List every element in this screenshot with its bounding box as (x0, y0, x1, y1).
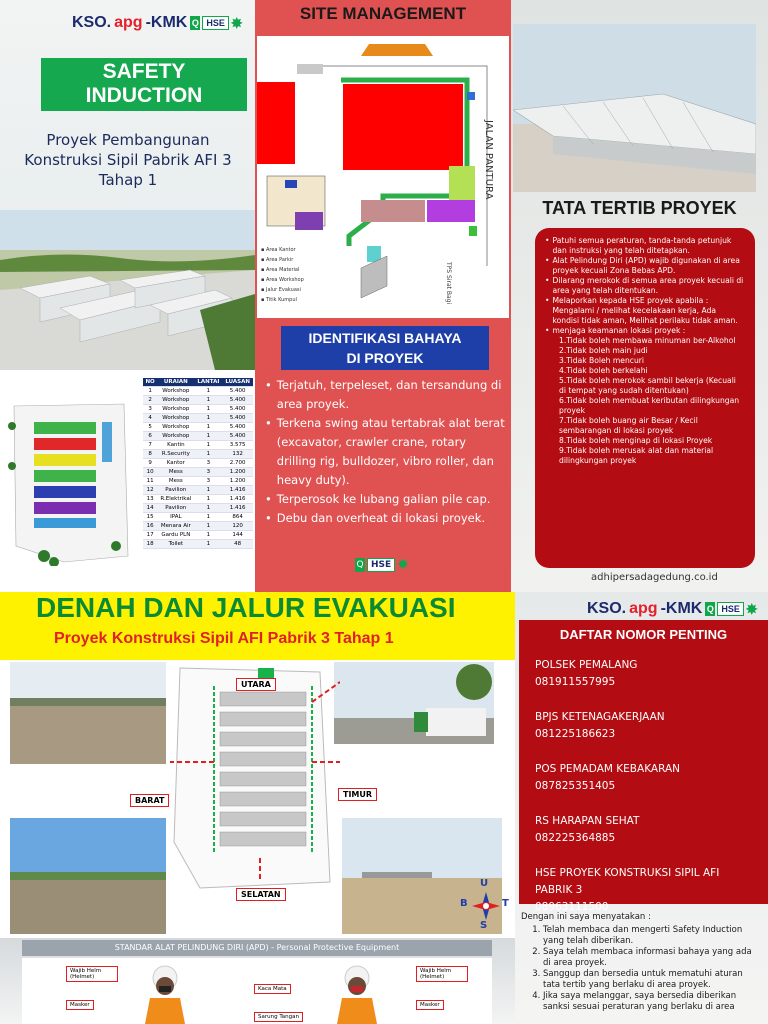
table-cell: 6 (143, 432, 157, 441)
table-cell: 1 (195, 441, 223, 450)
compass (458, 878, 514, 934)
hazard-item: • Terjatuh, terpeleset, dan tersandung di area proyek. (265, 378, 502, 411)
label-south: SELATAN (236, 888, 286, 901)
statement-item: 3. Sanggup dan bersedia untuk mematuhi aturan tata tertib yang berlaku di area proyek. (543, 969, 753, 991)
compass-b: B (460, 898, 468, 909)
rule-sub: 8.Tidak boleh menginap di lokasi Proyek (559, 436, 713, 445)
table-cell: 2 (143, 396, 157, 405)
rule-item: • Alat Pelindung Diri (APD) wajib digunakan di area proyek kecuali Zona Bebas APD. (545, 256, 740, 275)
table-cell: 1 (195, 450, 223, 459)
table-row (143, 513, 253, 522)
table-cell: 8 (143, 450, 157, 459)
table-cell: 1 (143, 387, 157, 396)
table-row (143, 504, 253, 513)
table-cell: R.Security (157, 450, 194, 459)
apd-label-mask-right: Masker (416, 1000, 444, 1010)
rule-sub: 3.Tidak Boleh mencuri (559, 356, 645, 365)
contacts-title: DAFTAR NOMOR PENTING (559, 627, 728, 642)
table-row (143, 450, 253, 459)
svg-text:▪ Area Parkir: ▪ Area Parkir (261, 257, 294, 263)
svg-text:▪ Area Material: ▪ Area Material (261, 267, 300, 273)
table-cell: 1.200 (222, 468, 253, 477)
table-cell: 15 (143, 513, 157, 522)
table-cell: 1.416 (222, 486, 253, 495)
table-cell: 1 (195, 396, 223, 405)
contacts-panel (515, 592, 768, 1024)
site-plan (257, 36, 509, 318)
induction-subtitle: Proyek Pembangunan Konstruksi Sipil Pabrik AFI 3 Tahap 1 (24, 131, 232, 189)
table-cell: 1 (195, 504, 223, 513)
table-cell: 1.416 (222, 495, 253, 504)
hazard-list (265, 376, 505, 528)
table-cell: 1 (195, 405, 223, 414)
table-cell: 5.400 (222, 432, 253, 441)
rule-item: • menjaga keamanan lokasi proyek : (545, 326, 686, 335)
table-row (143, 414, 253, 423)
evac-title: DENAH DAN JALUR EVAKUASI (36, 592, 456, 623)
table-cell: Kantor (157, 459, 194, 468)
table-cell: 3.575 (222, 441, 253, 450)
svg-text:▪ Area Kantor: ▪ Area Kantor (261, 247, 296, 253)
table-cell: 864 (222, 513, 253, 522)
factory-render (0, 210, 255, 370)
contact-number[interactable]: 081225186623 (535, 728, 616, 740)
table-row (143, 405, 253, 414)
table-cell: Workshop (157, 423, 194, 432)
table-cell: 1 (195, 513, 223, 522)
hazard-item: • Terkena swing atau tertabrak alat berat (excavator, crawler crane, rotary drilling rig, bulldozer, vibro roller, dan heavy duty). (265, 416, 505, 487)
table-row (143, 522, 253, 531)
table-cell: 10 (143, 468, 157, 477)
rule-subitems (545, 336, 745, 466)
hazard-hse-badge: Q HSE ✸ (356, 557, 409, 573)
table-cell: Workshop (157, 405, 194, 414)
table-row (143, 468, 253, 477)
table-cell: Kantin (157, 441, 194, 450)
plan-table-panel (0, 370, 255, 592)
compass-s: S (480, 920, 488, 931)
compass-t: T (502, 898, 509, 909)
table-cell: 16 (143, 522, 157, 531)
table-cell: 12 (143, 486, 157, 495)
table-cell: Menara Air (157, 522, 194, 531)
table-cell: 132 (222, 450, 253, 459)
compass-u: U (480, 878, 489, 889)
table-row (143, 540, 253, 549)
evac-panel (0, 592, 515, 938)
table-cell: 5.400 (222, 414, 253, 423)
compass-rose-icon (472, 892, 500, 920)
logo-apg: apg (629, 600, 658, 617)
table-cell: Mess (157, 468, 194, 477)
table-cell: 1 (195, 495, 223, 504)
contact-number[interactable]: 087825351405 (535, 780, 616, 792)
table-cell: 48 (222, 540, 253, 549)
contact-item: HSE PROYEK KONSTRUKSI SIPIL AFI PABRIK 3 08963111500 (535, 865, 752, 916)
svg-text:▪ Jalur Evakuasi: ▪ Jalur Evakuasi (261, 287, 301, 293)
table-row (143, 432, 253, 441)
table-cell: 3 (195, 459, 223, 468)
logo-kmk: -KMK (145, 14, 188, 31)
table-cell: 13 (143, 495, 157, 504)
hazard-item: • Terperosok ke lubang galian pile cap. (265, 492, 491, 506)
table-cell: 1 (195, 531, 223, 540)
table-row (143, 423, 253, 432)
hse-badge: Q HSE ✸ (706, 601, 758, 617)
table-row (143, 459, 253, 468)
table-cell: 5.400 (222, 387, 253, 396)
apd-label-helmet-left: Wajib Helm (Helmet) (66, 966, 118, 982)
website: adhipersadagedung.co.id (591, 572, 718, 583)
hazard-title: IDENTIFIKASI BAHAYA DI PROYEK (281, 326, 489, 370)
table-cell: 5.400 (222, 405, 253, 414)
table-cell: 1 (195, 414, 223, 423)
apd-label-mask-left: Masker (66, 1000, 94, 1010)
table-row (143, 495, 253, 504)
table-cell: 1 (195, 522, 223, 531)
contact-item: BPJS KETENAGAKERJAAN 081225186623 (535, 709, 752, 743)
th-lantai: LANTAI (195, 378, 223, 387)
table-row (143, 396, 253, 405)
table-cell: Workshop (157, 396, 194, 405)
table-row (143, 531, 253, 540)
table-cell: 1 (195, 540, 223, 549)
label-west: BARAT (130, 794, 169, 807)
table-cell: 1.200 (222, 477, 253, 486)
logo-kso: KSO. (587, 600, 627, 617)
th-luasan: LUASAN (222, 378, 253, 387)
worker-left-icon (140, 960, 190, 1024)
road-label: JALAN PANTURA (483, 120, 494, 200)
area-table (143, 378, 253, 549)
apd-panel (0, 938, 515, 1024)
table-cell: Gardu PLN (157, 531, 194, 540)
table-cell: 1 (195, 432, 223, 441)
rules-title: TATA TERTIB PROYEK (542, 198, 737, 218)
th-uraian: URAIAN (157, 378, 194, 387)
table-cell: Pavilion (157, 504, 194, 513)
logo-kmk: -KMK (660, 600, 703, 617)
table-cell: R.Elektrikal (157, 495, 194, 504)
table-cell: Toilet (157, 540, 194, 549)
table-cell: 3 (143, 405, 157, 414)
contact-number[interactable]: 082225364885 (535, 832, 616, 844)
tps-label: TPS Sirat Bagi (445, 262, 452, 305)
rule-item: • Patuhi semua peraturan, tanda-tanda petunjuk dan instruksi yang telah ditetapkan. (545, 236, 732, 255)
contact-item: POLSEK PEMALANG 081911557995 (535, 657, 752, 691)
induction-title: SAFETY INDUCTION (41, 58, 247, 111)
table-cell: 18 (143, 540, 157, 549)
rule-sub: 6.Tidak boleh membuat keributan dilingkungan proyek (559, 396, 740, 415)
table-cell: 17 (143, 531, 157, 540)
building-plan (4, 396, 134, 566)
contact-number[interactable]: 081911557995 (535, 676, 616, 688)
hazard-item: • Debu dan overheat di lokasi proyek. (265, 511, 486, 525)
contacts-box (519, 620, 768, 913)
table-cell: Workshop (157, 387, 194, 396)
rule-sub: 9.Tidak boleh merusak alat dan material dilingkungan proyek (559, 446, 714, 465)
rule-item: • Dilarang merokok di semua area proyek kecuali di area yang telah ditentukan. (545, 276, 744, 295)
site-panel (255, 0, 511, 320)
rule-sub: 2.Tidak boleh main judi (559, 346, 648, 355)
rule-sub: 1.Tidak boleh membawa minuman ber-Alkohol (559, 336, 736, 345)
hse-badge: Q HSE ✸ (191, 15, 243, 31)
site-title: SITE MANAGEMENT (299, 4, 467, 23)
rule-sub: 4.Tidak boleh berkelahi (559, 366, 648, 375)
table-cell: 9 (143, 459, 157, 468)
warehouse-render (513, 24, 756, 192)
table-cell: 1 (195, 486, 223, 495)
rules-panel (511, 0, 768, 592)
table-cell: 1.416 (222, 504, 253, 513)
apd-title: STANDAR ALAT PELINDUNG DIRI (APD) - Personal Protective Equipment (22, 940, 492, 956)
table-cell: 120 (222, 522, 253, 531)
rule-item: • Melaporkan kepada HSE proyek apabila : Mengalami / melihat kecelakaan kerja, Ada kondisi tidak aman, Melihat perilaku tidak aman. (545, 296, 738, 325)
apd-label-helmet-right: Wajib Helm (Helmet) (416, 966, 468, 982)
rules-box (535, 228, 755, 568)
table-cell: 7 (143, 441, 157, 450)
statement-item: 1. Telah membaca dan mengerti Safety Induction yang telah diberikan. (543, 925, 753, 947)
induction-panel (0, 0, 255, 370)
apd-label-gloves: Sarung Tangan (254, 1012, 303, 1022)
photo-west (10, 662, 166, 764)
svg-text:▪ Titik Kumpul: ▪ Titik Kumpul (261, 297, 297, 303)
table-row (143, 387, 253, 396)
hazard-panel (255, 320, 511, 592)
label-north: UTARA (236, 678, 276, 691)
table-cell: Mess (157, 477, 194, 486)
logo-kso: KSO. (72, 14, 112, 31)
table-cell: 5.400 (222, 396, 253, 405)
worker-right-icon (332, 960, 382, 1024)
contact-item: RS HARAPAN SEHAT 082225364885 (535, 813, 752, 847)
brand-logo-2 (587, 600, 758, 618)
table-cell: Workshop (157, 432, 194, 441)
rule-sub: 5.Tidak boleh merokok sambil bekerja (Kecuali di tempat yang sudah ditentukan) (559, 376, 736, 395)
table-cell: Workshop (157, 414, 194, 423)
table-cell: 3 (195, 468, 223, 477)
table-cell: 1 (195, 423, 223, 432)
brand-logo (72, 14, 243, 32)
photo-south-west (10, 818, 166, 934)
rule-sub: 7.Tidak boleh buang air Besar / Kecil sembarangan di lokasi proyek (559, 416, 698, 435)
contact-item: POS PEMADAM KEBAKARAN 087825351405 (535, 761, 752, 795)
table-cell: 11 (143, 477, 157, 486)
evac-subtitle: Proyek Konstruksi Sipil AFI Pabrik 3 Tahap 1 (54, 630, 394, 647)
table-row (143, 477, 253, 486)
table-cell: 14 (143, 504, 157, 513)
statement-intro: Dengan ini saya menyatakan : (521, 912, 651, 922)
table-cell: Pavilion (157, 486, 194, 495)
table-cell: 2.700 (222, 459, 253, 468)
th-no: NO (143, 378, 157, 387)
table-cell: 144 (222, 531, 253, 540)
label-east: TIMUR (338, 788, 377, 801)
table-cell: IPAL (157, 513, 194, 522)
statement (521, 912, 753, 1013)
table-cell: 5 (143, 423, 157, 432)
contact-number[interactable]: 08963111500 (535, 901, 609, 913)
svg-text:▪ Area Workshop: ▪ Area Workshop (261, 277, 304, 283)
photo-east (334, 662, 494, 744)
apd-label-glasses: Kaca Mata (254, 984, 291, 994)
logo-apg: apg (114, 14, 143, 31)
table-cell: 1 (195, 387, 223, 396)
table-cell: 3 (195, 477, 223, 486)
table-row (143, 486, 253, 495)
table-cell: 5.400 (222, 423, 253, 432)
table-cell: 4 (143, 414, 157, 423)
evac-map (170, 662, 340, 892)
statement-item: 4. Jika saya melanggar, saya bersedia diberikan sanksi sesuai peraturan yang berlaku di area (543, 991, 753, 1013)
table-row (143, 441, 253, 450)
statement-item: 2. Saya telah membaca informasi bahaya yang ada di area proyek. (543, 947, 753, 969)
